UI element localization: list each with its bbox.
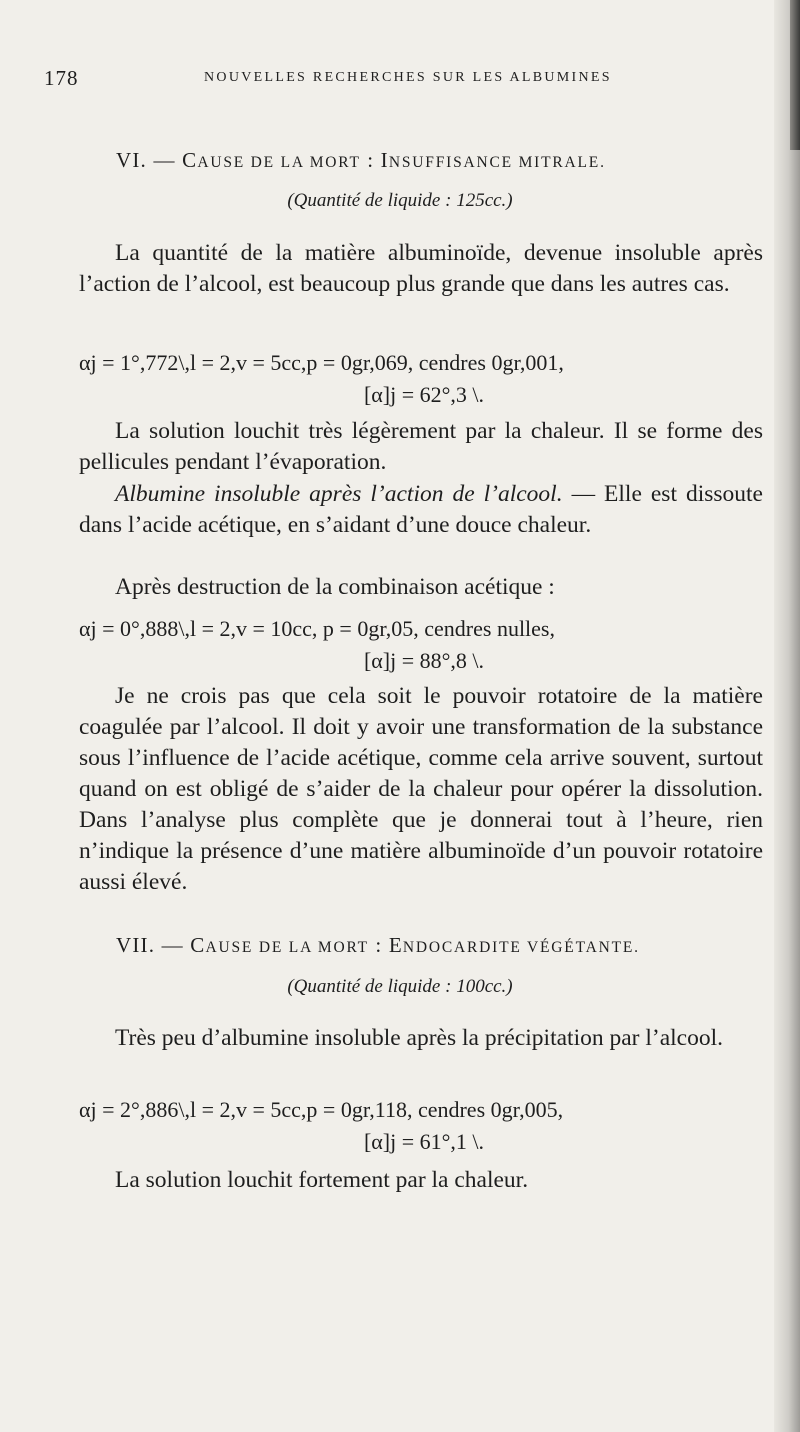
section-vi-paragraph-3-title: Albumine insoluble après l’action de l’alcool. <box>115 481 563 507</box>
section-vii-heading-part2: NDOCARDITE VÉGÉTANTE. <box>402 939 640 956</box>
formula-line: αj = 1°,772\,l = 2,v = 5cc,p = 0gr,069, cendres 0gr,001, <box>79 350 564 375</box>
section-vii-heading-sep: : E <box>368 933 403 957</box>
formula-line: αj = 0°,888\,l = 2,v = 10cc, p = 0gr,05, cendres nulles, <box>79 616 555 641</box>
formula-line: [α]j = 61°,1 \. <box>363 1129 485 1154</box>
section-vii-paragraph-1: Très peu d’albumine insoluble après la précipitation par l’alcool. <box>115 1025 724 1051</box>
section-vi-heading-sep: : I <box>360 148 389 172</box>
page-corner-shadow <box>790 0 800 150</box>
formula-line: [α]j = 88°,8 \. <box>363 648 485 673</box>
section-vi-formula-1 <box>79 347 769 411</box>
section-vii-quantity: (Quantité de liquide : 100cc.) <box>287 976 513 997</box>
section-vii-heading <box>116 933 640 958</box>
page-number: 178 <box>44 66 79 90</box>
formula-line: [α]j = 62°,3 \. <box>363 382 485 407</box>
section-vii-heading-prefix: VII. — C <box>116 933 206 957</box>
section-vi-paragraph-3 <box>79 479 763 541</box>
section-vi-quantity: (Quantité de liquide : 125cc.) <box>287 190 513 211</box>
section-vi-heading-prefix: VI. — C <box>116 148 198 172</box>
section-vi-paragraph-3-body: — Elle est dissoute dans l’acide acétique, en s’aidant d’une douce chaleur. <box>79 481 763 538</box>
section-vi-paragraph-2: La solution louchit très légèrement par la chaleur. Il se forme des pellicules pendant l’évaporation. <box>79 418 763 475</box>
section-vii-formula-1 <box>79 1094 769 1158</box>
formula-line: αj = 2°,886\,l = 2,v = 5cc,p = 0gr,118, cendres 0gr,005, <box>79 1097 564 1122</box>
section-vi-paragraph-1: La quantité de la matière albuminoïde, devenue insoluble après l’action de l’alcool, est beaucoup plus grande que dans les autres cas. <box>79 240 763 297</box>
section-vi-heading <box>116 148 606 173</box>
page-edge-shadow <box>774 0 800 1432</box>
running-title: NOUVELLES RECHERCHES SUR LES ALBUMINES <box>204 70 612 85</box>
section-vii-paragraph-2: La solution louchit fortement par la chaleur. <box>115 1167 529 1193</box>
running-head <box>44 66 764 94</box>
section-vi-paragraph-5: Je ne crois pas que cela soit le pouvoir rotatoire de la matière coagulée par l’alcool. Il doit y avoir une transformation de la substance sous l’influence de l’acide acétique, comme cela arrive souvent, surtout quand on est obligé de s’aider de la chaleur pour opérer la dissolution. Dans l’analyse plus complète que je donnerai tout à l’heure, rien n’indique la présence d’une matière albuminoïde d’un pouvoir rotatoire aussi élevé. <box>79 683 763 895</box>
section-vi-heading-part1: AUSE DE LA MORT <box>197 154 361 171</box>
section-vi-paragraph-4: Après destruction de la combinaison acétique : <box>115 574 555 600</box>
section-vi-formula-2 <box>79 613 769 677</box>
section-vii-heading-part1: AUSE DE LA MORT <box>205 939 369 956</box>
section-vi-heading-part2: NSUFFISANCE MITRALE. <box>388 154 606 171</box>
